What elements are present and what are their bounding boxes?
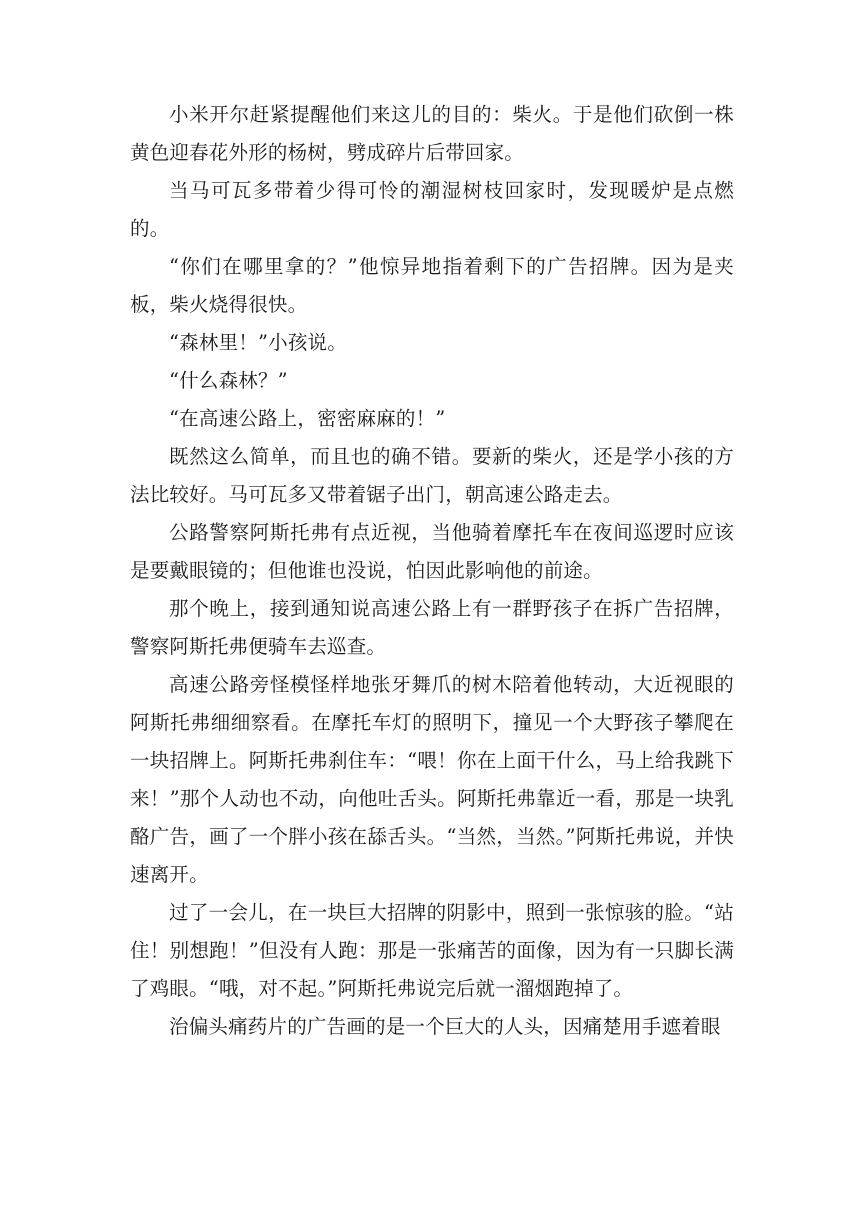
paragraph: 过了一会儿，在一块巨大招牌的阴影中，照到一张惊骇的脸。“站住！别想跑！”但没有人跑：那是一张痛苦的面像，因为有一只脚长满了鸡眼。“哦，对不起。”阿斯托弗说完后就一溜烟跑掉了。 bbox=[130, 901, 734, 1000]
paragraph: 既然这么简单，而且也的确不错。要新的柴火，还是学小孩的方法比较好。马可瓦多又带着锯子出门，朝高速公路走去。 bbox=[130, 445, 734, 506]
paragraph: “森林里！”小孩说。 bbox=[169, 331, 347, 354]
paragraph: “什么森林？” bbox=[169, 369, 288, 392]
paragraph: 治偏头痛药片的广告画的是一个巨大的人头，因痛楚用手遮着眼 bbox=[169, 1015, 721, 1038]
paragraph: 公路警察阿斯托弗有点近视，当他骑着摩托车在夜间巡逻时应该是要戴眼镜的；但他谁也没说，怕因此影响他的前途。 bbox=[130, 521, 734, 582]
paragraph: “你们在哪里拿的？”他惊异地指着剩下的广告招牌。因为是夹板，柴火烧得很快。 bbox=[130, 255, 734, 316]
paragraph: 那个晚上，接到通知说高速公路上有一群野孩子在拆广告招牌，警察阿斯托弗便骑车去巡查。 bbox=[130, 597, 734, 658]
paragraph: 当马可瓦多带着少得可怜的潮湿树枝回家时，发现暖炉是点燃的。 bbox=[130, 179, 734, 240]
document-body bbox=[130, 96, 734, 1046]
paragraph: 高速公路旁怪模怪样地张牙舞爪的树木陪着他转动，大近视眼的阿斯托弗细细察看。在摩托车灯的照明下，撞见一个大野孩子攀爬在一块招牌上。阿斯托弗刹住车：“喂！你在上面干什么，马上给我跳下来！”那个人动也不动，向他吐舌头。阿斯托弗靠近一看，那是一块乳酪广告，画了一个胖小孩在舔舌头。“当然，当然。”阿斯托弗说，并快速离开。 bbox=[130, 673, 734, 886]
paragraph: 小米开尔赶紧提醒他们来这儿的目的：柴火。于是他们砍倒一株黄色迎春花外形的杨树，劈成碎片后带回家。 bbox=[130, 103, 734, 164]
paragraph: “在高速公路上，密密麻麻的！” bbox=[169, 407, 446, 430]
